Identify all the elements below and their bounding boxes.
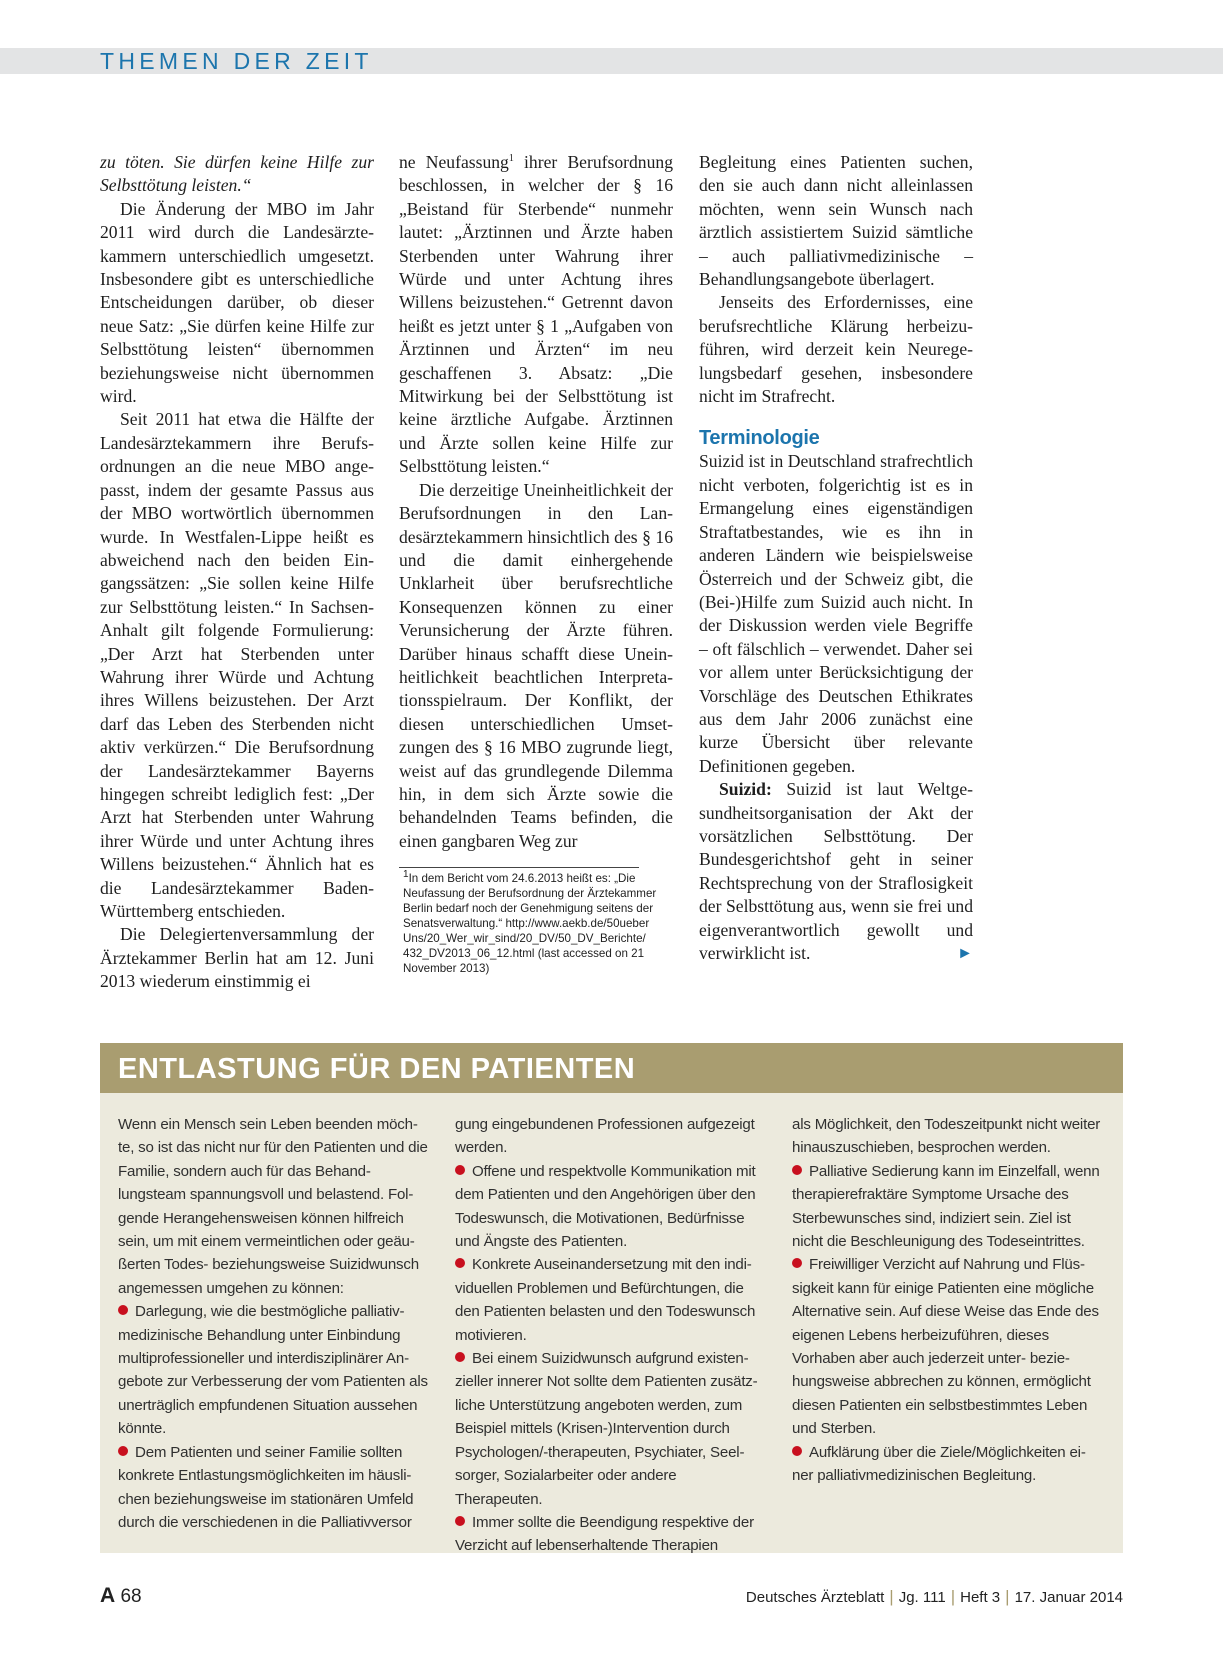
journal-name: Deutsches Ärzteblatt <box>745 1589 885 1606</box>
bullet-item: Immer sollte die Beendigung respektive der Verzicht auf lebenserhaltende Therapien <box>455 1513 754 1555</box>
journal-volume: Jg. 111 <box>898 1589 946 1606</box>
info-box-column-3 <box>792 1113 1102 1488</box>
section-label: THEMEN DER ZEIT <box>100 48 373 74</box>
bullet-item: Freiwilliger Verzicht auf Nahrung und Flüssigkeit kann für einige Patienten eine mögliche Alternative sein. Auf diese Weise das Ende des eigenen Lebens herbeizuführen, dieses Vorhaben aber auch jederzeit unter- beziehungsweise abbrechen zu können, ermöglicht diesen Patienten ein selbstbestimmtes Leben und Sterben. <box>792 1256 1099 1438</box>
article-column-3 <box>699 151 973 965</box>
bullet-dot-icon <box>455 1258 465 1268</box>
page-number: A 68 <box>100 1584 142 1607</box>
journal-info: Deutsches Ärzteblatt | Jg. 111 | Heft 3 | 17. Januar 2014 <box>745 1587 1123 1606</box>
info-box <box>100 1043 1123 1553</box>
paragraph: ne Neufassung$^1$ ihrer Berufsordnung beschlossen, in welcher der § 16 „Beistand für Sterbende“ nunmehr lautet: „Ärztinnen und Ärzte haben Sterbenden unter Wahrung ihrer Würde und unter Achtung ihres Willens beizustehen.“ Getrennt davon heißt es jetzt unter § 1 „Aufgaben von Ärztinnen und Ärzten“ im neu geschaffenen 3. Absatz: „Die Mitwirkung bei der Selbsttötung ist keine ärztliche Aufgabe. Ärztinnen und Ärzte sollen keine Hilfe zur Selbsttötung leisten.“ <box>399 152 673 477</box>
paragraph: Seit 2011 hat etwa die Hälfte der Landesärztekammern ihre Berufsordnungen an die neue MBO angepasst, indem der gesamte Passus aus der MBO wortwörtlich übernommen wurde. In Westfalen-Lippe heißt es abweichend nach den beiden Eingangssätzen: „Sie sollen keine Hilfe zur Selbsttötung leisten.“ In Sachsen-Anhalt gilt folgende Formulierung: „Der Arzt hat Sterbenden unter Wahrung ihrer Würde und Achtung ihres Willens beizustehen. Der Arzt darf das Leben des Sterbenden nicht aktiv verkürzen.“ Die Berufsordnung der Landesärztekammer Bayerns hingegen schreibt lediglich fest: „Der Arzt hat Sterbenden unter Wahrung ihrer Würde und unter Achtung ihres Willens beizustehen.“ Ähnlich hat es die Landesärztekammer Baden-Württemberg entschieden. <box>100 409 374 921</box>
footnote-reference: 1 <box>508 153 514 165</box>
paragraph: Jenseits des Erfordernisses, eine berufsrechtliche Klärung herbeizuführen, wird derzeit kein Neuregelungsbedarf gesehen, insbesondere nicht im Strafrecht. <box>699 292 973 407</box>
paragraph: Suizid: Suizid ist laut Weltgesundheitsorganisation der Akt der vorsätzlichen Selbsttötung. Der Bundesgerichtshof geht in seiner Rechtsprechung von der Straflosigkeit der Selbsttötung aus, wenn sie frei und eigenverantwortlich gewollt und verwirklicht ist. ► <box>699 778 973 965</box>
bullet-dot-icon <box>455 1352 465 1362</box>
bullet-item: Dem Patienten und seiner Familie sollten konkrete Entlastungsmöglichkeiten im häuslichen beziehungsweise im stationären Umfeld durch die verschiedenen in die Palliativversor <box>118 1443 414 1531</box>
info-box-title: ENTLASTUNG FÜR DEN PATIENTEN <box>118 1053 636 1085</box>
bullet-continuation: gung eingebundenen Professionen aufgezeigt werden. <box>455 1116 755 1157</box>
bullet-dot-icon <box>455 1165 465 1175</box>
article-column-1 <box>100 151 374 994</box>
bullet-dot-icon <box>118 1305 128 1315</box>
bullet-item: Bei einem Suizidwunsch aufgrund existenzieller innerer Not sollte dem Patienten zusätzliche Unterstützung angeboten werden, zum Beispiel mittels (Krisen-)Intervention durch Psychologen/-therapeuten, Psychiater, Seelsorger, Sozialarbeiter oder andere Therapeuten. <box>455 1350 758 1508</box>
info-box-intro: Wenn ein Mensch sein Leben beenden möchte, so ist das nicht nur für den Patienten und die Familie, sondern auch für das Behandlungsteam spannungsvoll und belastend. Folgende Herangehensweisen können hilfreich sein, um mit einem vermeintlichen oder geäußerten Todes- beziehungsweise Suizidwunsch angemessen umgehen zu können: <box>118 1116 428 1297</box>
paragraph: Die Änderung der MBO im Jahr 2011 wird durch die Landesärztekammern unterschiedlich umgesetzt. Insbesondere gibt es unterschiedliche Entscheidungen darüber, ob dieser neue Satz: „Sie dürfen keine Hilfe zur Selbsttötung leisten“ übernommen beziehungsweise nicht übernommen wird. <box>100 198 374 407</box>
footnote-divider <box>399 867 639 868</box>
bullet-dot-icon <box>792 1258 802 1268</box>
bullet-dot-icon <box>792 1446 802 1456</box>
paragraph: Begleitung eines Patienten suchen, den sie auch dann nicht alleinlassen möchten, wenn sein Wunsch nach ärztlich assistiertem Suizid sämtliche – auch palliativmedizinische – Behandlungsangebote überlagert. <box>699 152 973 290</box>
bullet-item: Konkrete Auseinandersetzung mit den individuellen Problemen und Befürchtungen, die den Patienten belasten und den Todeswunsch motivieren. <box>455 1256 756 1344</box>
bullet-dot-icon <box>118 1446 128 1456</box>
paragraph: zu töten. Sie dürfen keine Hilfe zur Selbsttötung leisten.“ <box>100 152 374 196</box>
info-box-column-2 <box>455 1113 765 1558</box>
bullet-dot-icon <box>455 1516 465 1526</box>
continue-arrow-icon: ► <box>957 945 973 962</box>
bullet-item: Palliative Sedierung kann im Einzelfall, wenn therapierefraktäre Symptome Ursache des Sterbewunsches sind, indiziert sein. Ziel ist nicht die Beschleunigung des Todeseintrittes. <box>792 1162 1100 1251</box>
article-column-2 <box>399 151 673 976</box>
bullet-continuation: als Möglichkeit, den Todeszeitpunkt nicht weiter hinauszuschieben, besprochen werden. <box>792 1116 1101 1157</box>
bullet-item: Aufklärung über die Ziele/Möglichkeiten einer palliativmedizinischen Begleitung. <box>792 1443 1086 1485</box>
paragraph: Suizid ist in Deutschland strafrechtlich nicht verboten, folgerichtig ist es in Ermangelung eines eigenständigen Straftatbestandes, wie es ihn in anderen Ländern wie beispielsweise Österreich und der Schweiz gibt, die (Bei-)Hilfe zum Suizid auch nicht. In der Diskussion werden viele Begriffe – oft fälschlich – verwendet. Daher sei vor allem unter Berücksichtigung der Vorschläge des Deutschen Ethikrates aus dem Jahr 2006 zunächst eine kurze Übersicht über relevante Definitionen gegeben. <box>699 451 973 776</box>
footnote: $^1$In dem Bericht vom 24.6.2013 heißt es: „Die Neufassung der Berufsordnung der Ärztekammer Berlin bedarf noch der Genehmigung seitens der Senatsverwaltung.“ http://www.aekb.de/50ueber Uns/20_Wer_wir_sind/20_DV/50_DV_Berichte/ 432_DV2013_06_12.html (last accessed on 21 November 2013) <box>403 869 657 976</box>
journal-issue: Heft 3 <box>960 1589 1001 1606</box>
paragraph: Die derzeitige Uneinheitlichkeit der Berufsordnungen in den Landesärztekammern hinsichtlich des § 16 und die damit einhergehende Unklarheit über berufsrechtliche Konsequenzen können zu einer Verunsicherung der Ärzte führen. Darüber hinaus schafft diese Uneinheitlichkeit beachtlichen Interpretationsspielraum. Der Konflikt, der diesen unterschiedlichen Umsetzungen des § 16 MBO zugrunde liegt, weist auf das grundlegende Dilemma hin, in dem sich Ärzte sowie die behandelnden Teams befinden, die einen gangbaren Weg zur <box>399 479 673 851</box>
subheading-terminologie: Terminologie <box>699 427 820 450</box>
bullet-item: Darlegung, wie die bestmögliche palliativmedizinische Behandlung unter Einbindung multiprofessioneller und interdisziplinärer Angebote zur Verbesserung der vom Patienten als unerträglich empfundenen Situation aussehen könnte. <box>118 1303 428 1438</box>
bullet-dot-icon <box>792 1165 802 1175</box>
paragraph: Die Delegiertenversammlung der Ärztekammer Berlin hat am 12. Juni 2013 wiederum einstimmig ei <box>100 924 374 992</box>
info-box-column-1 <box>118 1113 428 1534</box>
journal-date: 17. Januar 2014 <box>1014 1589 1123 1606</box>
bullet-item: Offene und respektvolle Kommunikation mit dem Patienten und den Angehörigen über den Todeswunsch, die Motivationen, Bedürfnisse und Ängste des Patienten. <box>455 1162 756 1251</box>
info-box-header <box>100 1043 1123 1093</box>
